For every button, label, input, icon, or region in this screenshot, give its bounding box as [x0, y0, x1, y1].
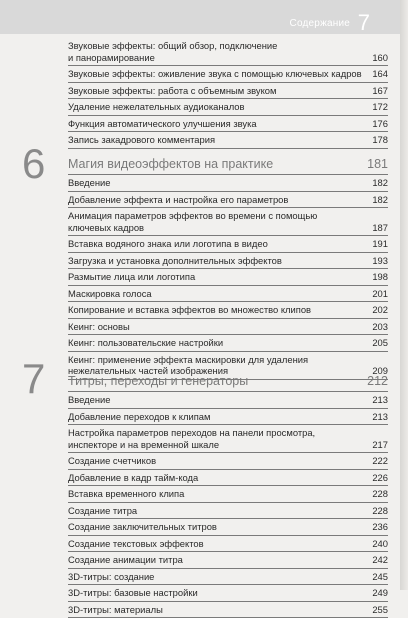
entry-page: 182	[368, 177, 388, 189]
toc-entry	[68, 208, 388, 236]
entry-page: 176	[368, 118, 388, 130]
entry-title: 3D-титры: создание	[68, 571, 368, 583]
entry-title: Звуковые эффекты: работа с объемным звуком	[68, 85, 368, 97]
entry-title: Кеинг: пользовательские настройки	[68, 337, 368, 349]
chapter-6-section	[68, 157, 388, 380]
entry-page: 205	[368, 337, 388, 349]
toc-entry	[68, 99, 388, 116]
entry-page: 203	[368, 321, 388, 333]
entry-page: 202	[368, 304, 388, 316]
entry-title: Звуковые эффекты: оживление звука с помощью ключевых кадров	[68, 68, 368, 80]
entry-title: Создание заключительных титров	[68, 521, 368, 533]
toc-entry	[68, 302, 388, 319]
entry-page: 209	[368, 365, 388, 377]
toc-entry	[68, 175, 388, 192]
chapter-number: 7	[22, 358, 45, 400]
entry-title: Функция автоматического улучшения звука	[68, 118, 368, 130]
toc-entry	[68, 132, 388, 149]
entry-page: 198	[368, 271, 388, 283]
header-page-number: 7	[358, 10, 370, 36]
toc-entry	[68, 253, 388, 270]
entry-title: Копирование и вставка эффектов во множество клипов	[68, 304, 368, 316]
entry-title: 3D-титры: базовые настройки	[68, 587, 368, 599]
entry-page: 178	[368, 134, 388, 146]
entry-page: 226	[368, 472, 388, 484]
chapter-number: 6	[22, 143, 45, 185]
entry-page: 187	[368, 222, 388, 234]
chapter-page: 212	[367, 374, 388, 388]
entry-page: 242	[368, 554, 388, 566]
entry-page: 182	[368, 194, 388, 206]
entry-title: Добавление в кадр тайм-кода	[68, 472, 368, 484]
toc-entry	[68, 470, 388, 487]
chapter-title: Титры, переходы и генераторы	[68, 374, 367, 388]
entry-title: Удаление нежелательных аудиоканалов	[68, 101, 368, 113]
entry-page: 236	[368, 521, 388, 533]
entry-page: 213	[368, 394, 388, 406]
chapter-7-section	[68, 374, 388, 618]
toc-entry	[68, 453, 388, 470]
entry-page: 228	[368, 488, 388, 500]
toc-entry	[68, 319, 388, 336]
entry-title: Кеинг: применение эффекта маскировки для удаления нежелательных частей изображения	[68, 354, 368, 377]
entry-title: Размытие лица или логотипа	[68, 271, 368, 283]
entry-title: Загрузка и установка дополнительных эффектов	[68, 255, 368, 267]
toc-entry	[68, 83, 388, 100]
entry-title: Анимация параметров эффектов во времени с помощью ключевых кадров	[68, 210, 368, 233]
running-header	[0, 0, 408, 34]
toc-entry	[68, 409, 388, 426]
entry-title: 3D-титры: материалы	[68, 604, 368, 616]
entry-title: Маскировка голоса	[68, 288, 368, 300]
entry-page: 201	[368, 288, 388, 300]
entry-page: 245	[368, 571, 388, 583]
entry-page: 164	[368, 68, 388, 80]
toc-entry	[68, 192, 388, 209]
toc-entry	[68, 286, 388, 303]
entry-title: Создание счетчиков	[68, 455, 368, 467]
toc-entry	[68, 425, 388, 453]
entry-title: Добавление эффекта и настройка его параметров	[68, 194, 368, 206]
entry-title: Создание титра	[68, 505, 368, 517]
entry-title: Настройка параметров переходов на панели просмотра, инспекторе и на временной шкале	[68, 427, 368, 450]
entry-page: 160	[368, 52, 388, 64]
entry-title: Кеинг: основы	[68, 321, 368, 333]
toc-entry	[68, 486, 388, 503]
toc-entry	[68, 569, 388, 586]
entry-page: 222	[368, 455, 388, 467]
entry-page: 240	[368, 538, 388, 550]
entry-page: 191	[368, 238, 388, 250]
entry-page: 217	[368, 439, 388, 451]
entry-title: Запись закадрового комментария	[68, 134, 368, 146]
entry-title: Введение	[68, 177, 368, 189]
entry-title: Добавление переходов к клипам	[68, 411, 368, 423]
chapter-heading	[68, 374, 388, 392]
toc-entry	[68, 585, 388, 602]
entry-page: 228	[368, 505, 388, 517]
header-label: Содержание	[290, 18, 350, 29]
entry-page: 213	[368, 411, 388, 423]
section-continued	[68, 38, 388, 149]
chapter-heading	[68, 157, 388, 175]
toc-entry	[68, 335, 388, 352]
entry-page: 193	[368, 255, 388, 267]
toc-entry	[68, 269, 388, 286]
chapter-title: Магия видеоэффектов на практике	[68, 157, 367, 171]
entry-page: 255	[368, 604, 388, 616]
toc-entry	[68, 66, 388, 83]
toc-entry	[68, 536, 388, 553]
toc-entry	[68, 116, 388, 133]
entry-title: Введение	[68, 394, 368, 406]
chapter-page: 181	[367, 157, 388, 171]
toc-entry	[68, 236, 388, 253]
entry-title: Вставка водяного знака или логотипа в видео	[68, 238, 368, 250]
entry-page: 249	[368, 587, 388, 599]
entry-title: Создание анимации титра	[68, 554, 368, 566]
entry-title: Создание текстовых эффектов	[68, 538, 368, 550]
entry-title: Вставка временного клипа	[68, 488, 368, 500]
toc-entry	[68, 602, 388, 618]
toc-entry	[68, 38, 388, 66]
toc-entry	[68, 552, 388, 569]
entry-title: Звуковые эффекты: общий обзор, подключение и панорамирование	[68, 40, 368, 63]
toc-entry	[68, 392, 388, 409]
page-edge	[400, 0, 408, 590]
toc-entry	[68, 519, 388, 536]
entry-page: 167	[368, 85, 388, 97]
toc-entry	[68, 503, 388, 520]
entry-page: 172	[368, 101, 388, 113]
